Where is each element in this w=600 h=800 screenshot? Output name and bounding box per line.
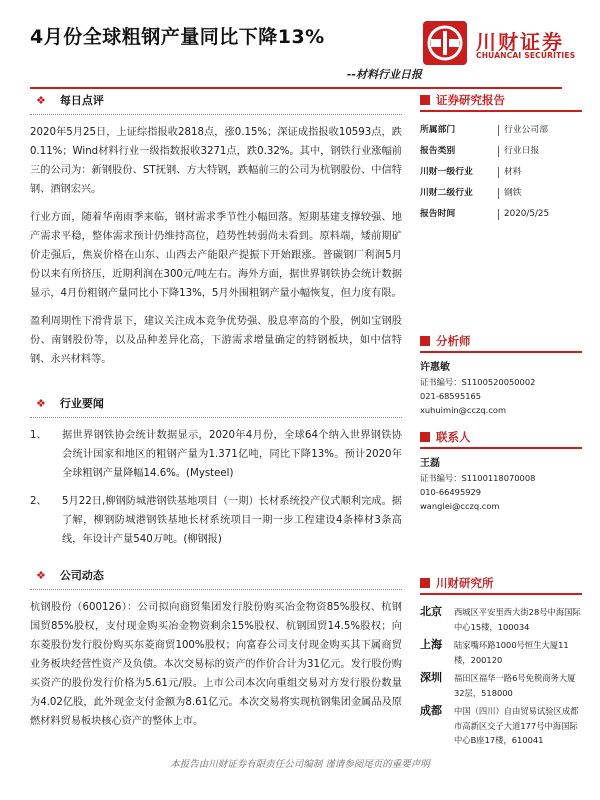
list-item: 2、 5月22日,柳钢防城港钢铁基地项目（一期）长材系统投产仪式顺利完成。据了解，柳钢防城港钢铁基地长材系统项目一期一步工程建设4条棒材3条高线，年设计产量540万吨。(柳钢报) — [30, 496, 402, 545]
analyst-license: 证书编号：S1100520050002 — [420, 377, 536, 387]
diamond-bullet-icon: ❖ — [36, 568, 46, 582]
section-industry-news — [30, 395, 402, 549]
page-footer: 本报告由川财证券有限责任公司编制 谨请参阅尾页的重要声明 — [170, 759, 430, 770]
paragraph: 2020年5月25日，上证综指报收2818点，涨0.15%；深证成指报收10593点，跌0.11%；Wind材料行业一级指数报收3271点，跌0.32%。其中，钢铁行业涨幅前三的公司为：新钢股份、ST抚钢、方大特钢，跌幅前三的公司为杭钢股份、中信特钢、酒钢宏兴。 — [30, 127, 402, 195]
paragraph: 盈利周期性下滑背景下，建议关注成本竞争优势强、股息率高的个股，例如宝钢股份、南钢股份等，以及品种差异化高，下游需求增量确定的特钢板块，如中信特钢、永兴材料等。 — [30, 316, 402, 365]
paragraph: 杭钢股份（600126）：公司拟向商贸集团发行股份购买冶金物资85%股权、杭钢国贸85%股权，支付现金购买冶金物资剩余15%股权、杭钢国贸14.5%股权；向东菱股份发行股份购买东菱商贸100%股权；向富春公司支付现金购买其下属商贸业务板块经营性资产及负债。本次交易标的资产的作价合计为31亿元。发行股份购买资产的股份发行价格为5.61元/股。上市公司本次向重组交易对方发行股份数量为4.02亿股，此外现金支付金额为8.61亿元。本次交易将实现杭钢集团金属品及原燃材料贸易板块核心资产的整体上市。 — [30, 602, 402, 727]
report-subtitle: --材料行业日报 — [346, 68, 422, 81]
section-divider — [30, 589, 402, 590]
analyst-block — [420, 333, 582, 417]
sidebar — [420, 92, 582, 752]
diamond-bullet-icon: ❖ — [36, 396, 46, 410]
info-row: 报告时间 2020/5/25 — [420, 209, 550, 219]
section-company-news — [30, 567, 402, 731]
report-info — [420, 92, 582, 225]
office-row: 上海 陆家嘴环路1000号恒生大厦11楼，200120 — [420, 638, 569, 665]
list-item: 1、 据世界钢铁协会统计数据显示，2020年4月份，全球64个纳入世界钢铁协会统计国家和地区的粗钢产量为1.371亿吨，同比下降13%。预计2020年全球粗钢产量降幅14.6%。(Mysteel) — [30, 430, 402, 479]
section-divider — [30, 114, 402, 115]
diamond-bullet-icon: ❖ — [36, 93, 46, 107]
square-bullet-icon — [420, 336, 430, 346]
contact-license: 证书编号：S1100118070008 — [420, 473, 536, 483]
info-row: 川财一级行业 材料 — [420, 167, 522, 177]
analyst-name: 许惠敏 — [420, 362, 450, 373]
info-row: 报告类别 行业日报 — [420, 146, 540, 156]
square-bullet-icon — [420, 95, 430, 105]
main-content — [30, 92, 402, 740]
header-divider — [30, 87, 562, 89]
section-heading: ❖ 每日点评 — [36, 93, 104, 107]
info-row: 所属部门 行业公司部 — [420, 125, 548, 135]
chuancai-logo-icon — [422, 20, 468, 66]
report-title: 4月份全球粗钢产量同比下降13% — [30, 26, 325, 48]
brand-name-cn: 川财证券 — [476, 30, 564, 54]
office-row: 北京 西城区平安里西大街28号中海国际中心15楼，100034 — [420, 605, 581, 632]
section-divider — [30, 417, 402, 418]
square-bullet-icon — [420, 578, 430, 588]
square-bullet-icon — [420, 432, 430, 442]
info-row: 川财二级行业 钢铁 — [420, 188, 522, 198]
office-row: 深圳 福田区福华一路6号免税商务大厦32层，518000 — [420, 671, 576, 698]
contact-phone: 010-66495929 — [420, 487, 482, 497]
section-daily-comment — [30, 92, 402, 369]
sidebar-heading: 分析师 — [420, 333, 582, 353]
brand-logo — [422, 20, 582, 66]
analyst-email[interactable]: xuhuimin@cczq.com — [420, 405, 507, 415]
office-row: 成都 中国（四川）自由贸易试验区成都市高新区交子大道177号中海国际中心B座17楼，610041 — [420, 704, 579, 745]
analyst-phone: 021-68595165 — [420, 391, 482, 401]
paragraph: 行业方面，随着华南雨季来临，钢材需求季节性小幅回落。短期基建支撑较强、地产需求平稳，整体需求预计仍维持高位，趋势性转弱尚未看到。原料端，矮前期矿价走强后，焦炭价格在山东、山西去产能限产提振下开始跟涨。普碳钢厂利润5月份以来有所挤压，近期利润在300元/吨左右。海外方面，据世界钢铁协会统计数据显示，4月份粗钢产量同比小下降13%，5月外围粗钢产量小幅恢复，但力度有限。 — [30, 212, 402, 299]
sidebar-heading: 川财研究所 — [420, 575, 582, 595]
contact-name: 王磊 — [420, 458, 440, 469]
section-heading: ❖ 行业要闻 — [36, 396, 104, 410]
sidebar-heading: 联系人 — [420, 429, 582, 449]
institute-block — [420, 575, 582, 748]
sidebar-heading: 证券研究报告 — [420, 92, 582, 112]
brand-name-en: CHUANCAI SECURITIES — [476, 51, 576, 60]
contact-block — [420, 429, 582, 513]
contact-email[interactable]: wanglei@cczq.com — [420, 501, 500, 511]
section-heading: ❖ 公司动态 — [36, 568, 104, 582]
